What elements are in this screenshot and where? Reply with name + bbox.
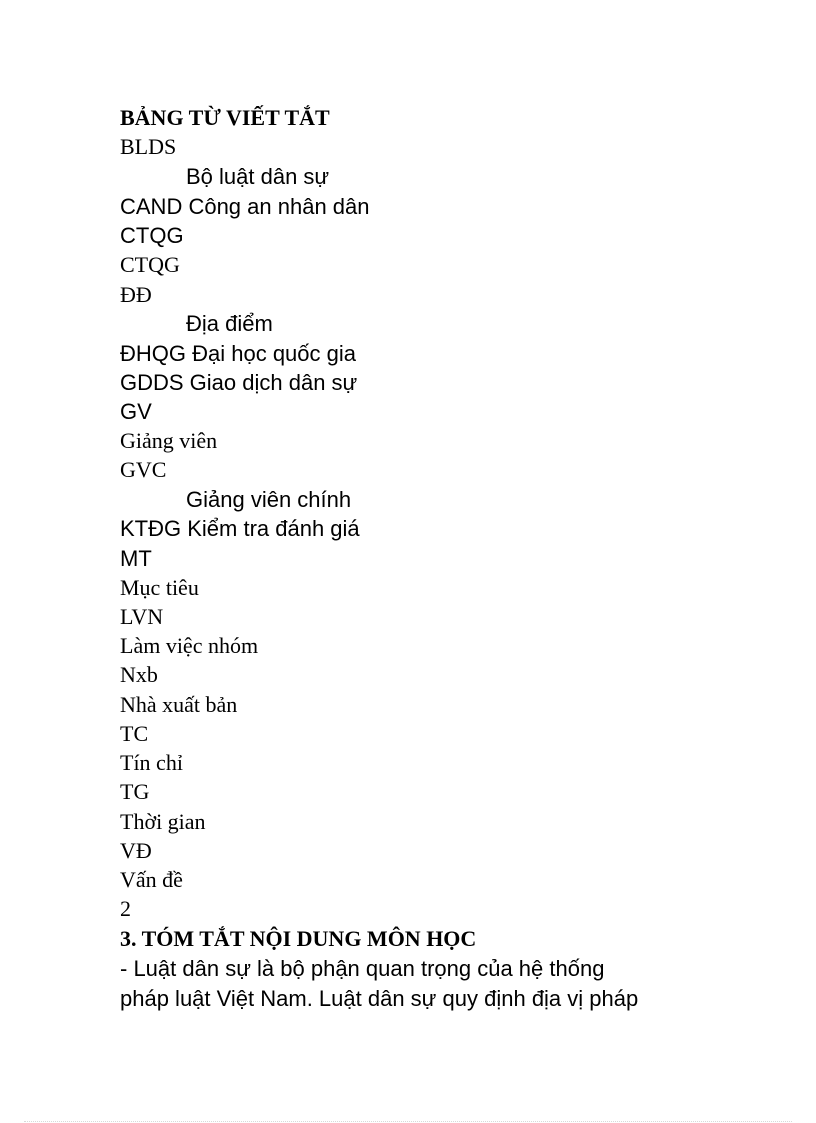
abbreviation-line: CAND Công an nhân dân bbox=[120, 194, 370, 219]
abbreviation-line: VĐ bbox=[120, 838, 152, 863]
abbreviation-line: Làm việc nhóm bbox=[120, 633, 259, 658]
abbreviation-line: Vấn đề bbox=[120, 867, 183, 892]
abbreviation-line: Nxb bbox=[120, 662, 158, 687]
summary-heading: 3. TÓM TẮT NỘI DUNG MÔN HỌC bbox=[120, 926, 477, 951]
abbreviation-line: Thời gian bbox=[120, 809, 206, 834]
page-bottom-divider bbox=[24, 1121, 792, 1122]
abbreviation-line: GVC bbox=[120, 457, 167, 482]
abbreviation-line: CTQG bbox=[120, 252, 180, 277]
abbreviation-line: BLDS bbox=[120, 134, 177, 159]
abbreviation-line: LVN bbox=[120, 604, 164, 629]
abbreviation-line: Địa điểm bbox=[186, 311, 273, 336]
abbreviation-line: Bộ luật dân sự bbox=[186, 164, 330, 189]
abbreviation-line: KTĐG Kiểm tra đánh giá bbox=[120, 516, 360, 541]
abbreviation-line: CTQG bbox=[120, 223, 184, 248]
abbreviation-line: ĐĐ bbox=[120, 282, 152, 307]
abbreviation-line: TC bbox=[120, 721, 149, 746]
abbreviation-line: Giảng viên bbox=[120, 428, 218, 453]
abbreviation-line: Mục tiêu bbox=[120, 575, 199, 600]
abbreviation-line: ĐHQG Đại học quốc gia bbox=[120, 341, 356, 366]
page-number: 2 bbox=[120, 896, 131, 921]
abbreviation-line: GDDS Giao dịch dân sự bbox=[120, 370, 358, 395]
abbreviation-line: TG bbox=[120, 779, 150, 804]
abbreviation-line: GV bbox=[120, 399, 152, 424]
abbreviation-line: Nhà xuất bản bbox=[120, 692, 238, 717]
abbreviation-line: Tín chỉ bbox=[120, 750, 183, 775]
abbreviation-line: Giảng viên chính bbox=[186, 487, 352, 512]
summary-paragraph-line: pháp luật Việt Nam. Luật dân sự quy định địa vị pháp bbox=[120, 986, 639, 1011]
abbreviation-line: MT bbox=[120, 546, 152, 571]
summary-paragraph-line: - Luật dân sự là bộ phận quan trọng của hệ thống bbox=[120, 956, 605, 981]
abbreviation-table-heading: BẢNG TỪ VIẾT TẮT bbox=[120, 105, 330, 130]
